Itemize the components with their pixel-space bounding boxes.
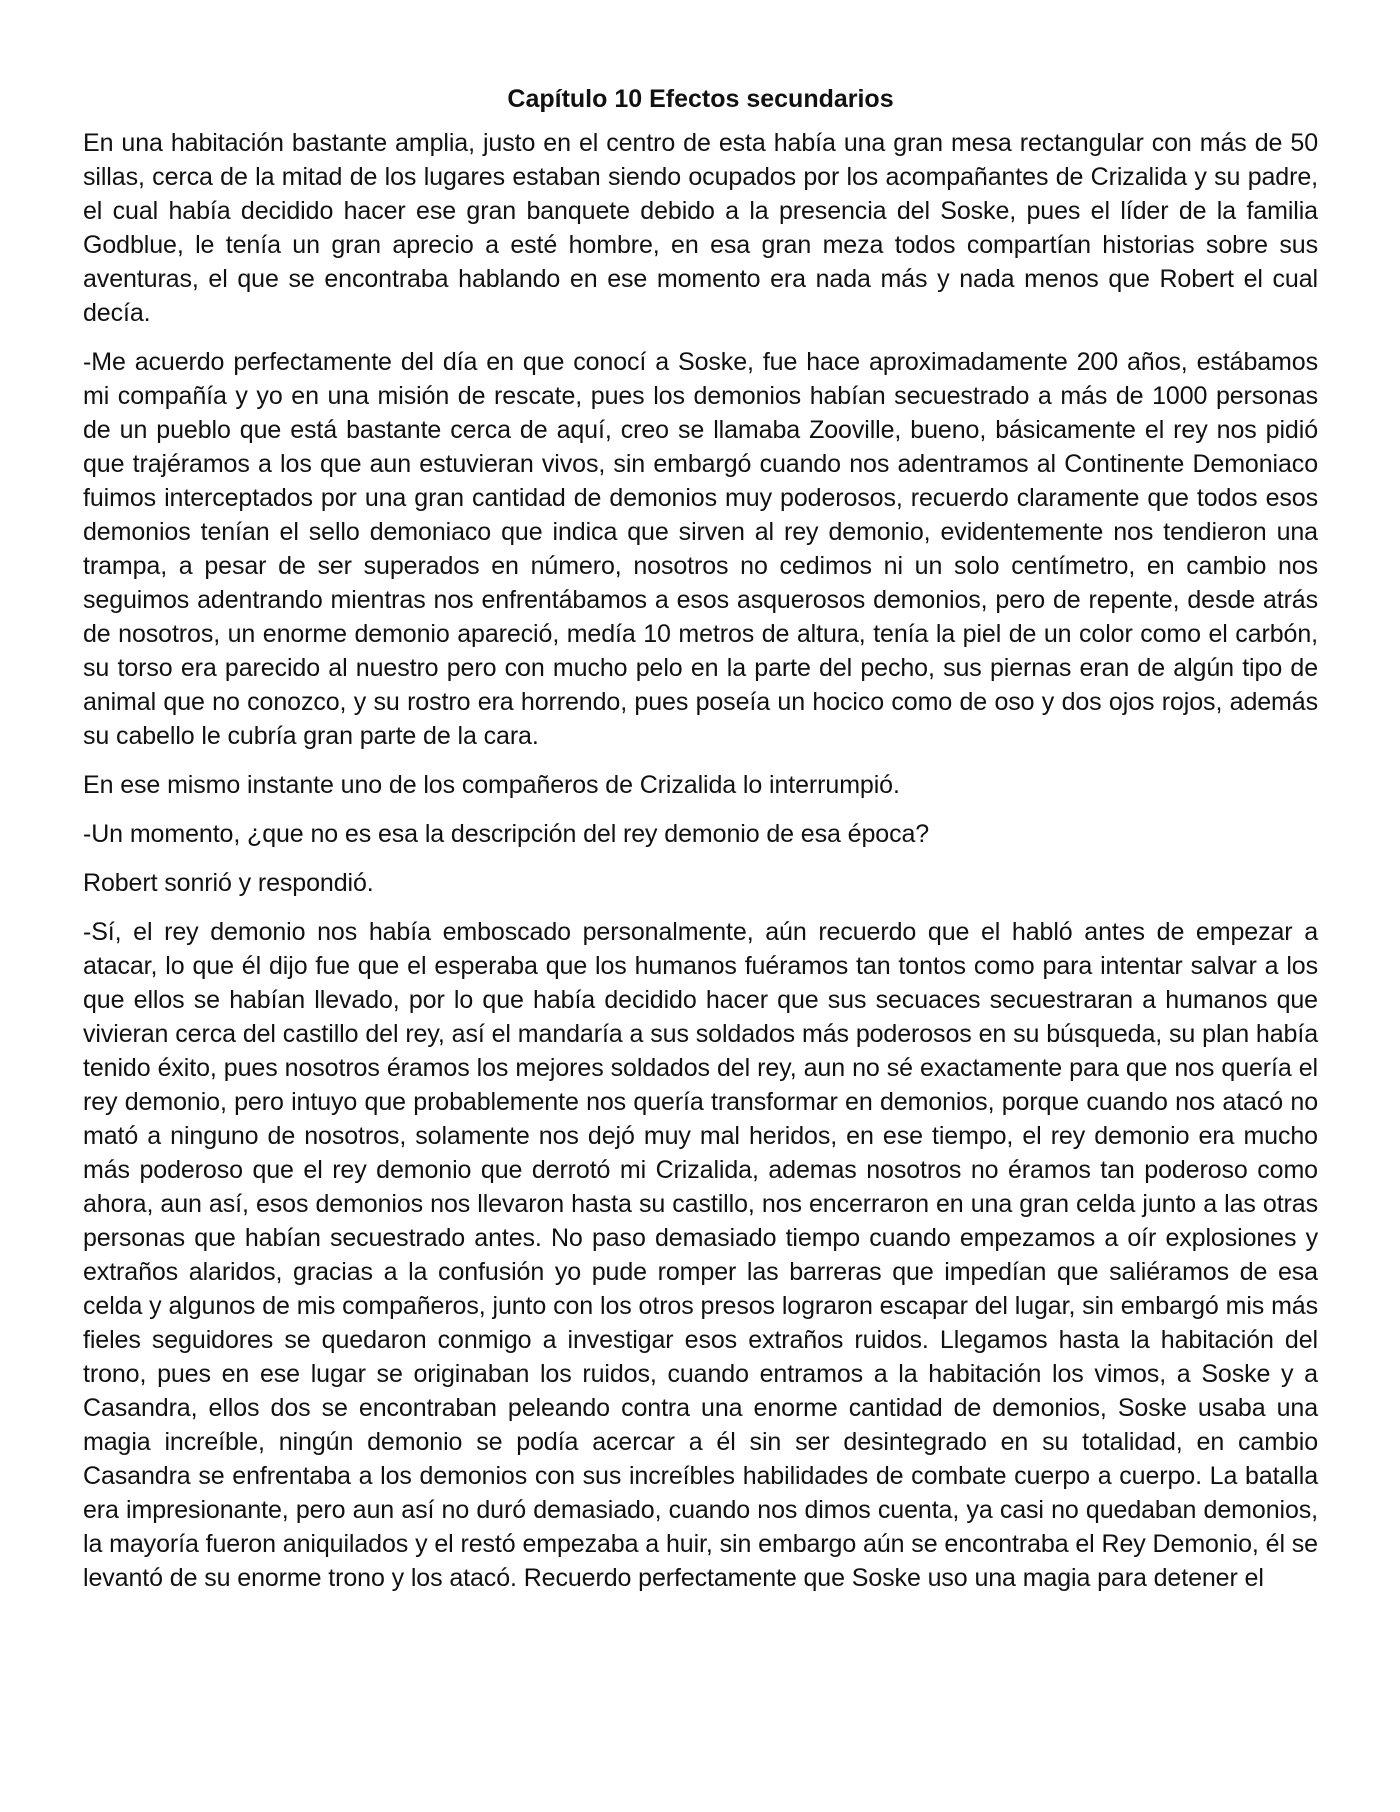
chapter-title: Capítulo 10 Efectos secundarios xyxy=(507,85,894,113)
paragraph-6: -Sí, el rey demonio nos había emboscado personalmente, aún recuerdo que el habló antes de empezar a atacar, lo que él dijo fue que el esperaba que los humanos fuéramos tan tontos como para intentar salvar a los que ellos se habían llevado, por lo que había decidido hacer que sus secuaces secuestraran a humanos que vivieran cerca del castillo del rey, así el mandaría a sus soldados más poderosos en su búsqueda, su plan había tenido éxito, pues nosotros éramos los mejores soldados del rey, aun no sé exactamente para que nos quería el rey demonio, pero intuyo que probablemente nos quería transformar en demonios, porque cuando nos atacó no mató a ninguno de nosotros, solamente nos dejó muy mal heridos, en ese tiempo, el rey demonio era mucho más poderoso que el rey demonio que derrotó mi Crizalida, ademas nosotros no éramos tan poderoso como ahora, aun así, esos demonios nos llevaron hasta su castillo, nos encerraron en una gran celda junto a las otras personas que habían secuestrado antes. No paso demasiado tiempo cuando empezamos a oír explosiones y extraños alaridos, gracias a la confusión yo pude romper las barreras que impedían que saliéramos de esa celda y algunos de mis compañeros, junto con los otros presos lograron escapar del lugar, sin embargó mis más fieles seguidores se quedaron conmigo a investigar esos extraños ruidos. Llegamos hasta la habitación del trono, pues en ese lugar se originaban los ruidos, cuando entramos a la habitación los vimos, a Soske y a Casandra, ellos dos se encontraban peleando contra una enorme cantidad de demonios, Soske usaba una magia increíble, ningún demonio se podía acercar a él sin ser desintegrado en su totalidad, en cambio Casandra se enfrentaba a los demonios con sus increíbles habilidades de combate cuerpo a cuerpo. La batalla era impresionante, pero aun así no duró demasiado, cuando nos dimos cuenta, ya casi no quedaban demonios, la mayoría fueron aniquilados y el restó empezaba a huir, sin embargo aún se encontraba el Rey Demonio, él se levantó de su enorme trono y los atacó. Recuerdo perfectamente que Soske uso una magia para detener el xyxy=(83,918,1318,1592)
paragraph-2: -Me acuerdo perfectamente del día en que conocí a Soske, fue hace aproximadamente 200 años, estábamos mi compañía y yo en una misión de rescate, pues los demonios habían secuestrado a más de 1000 personas de un pueblo que está bastante cerca de aquí, creo se llamaba Zooville, bueno, básicamente el rey nos pidió que trajéramos a los que aun estuvieran vivos, sin embargó cuando nos adentramos al Continente Demoniaco fuimos interceptados por una gran cantidad de demonios muy poderosos, recuerdo claramente que todos esos demonios tenían el sello demoniaco que indica que sirven al rey demonio, evidentemente nos tendieron una trampa, a pesar de ser superados en número, nosotros no cedimos ni un solo centímetro, en cambio nos seguimos adentrando mientras nos enfrentábamos a esos asquerosos demonios, pero de repente, desde atrás de nosotros, un enorme demonio apareció, medía 10 metros de altura, tenía la piel de un color como el carbón, su torso era parecido al nuestro pero con mucho pelo en la parte del pecho, sus piernas eran de algún tipo de animal que no conozco, y su rostro era horrendo, pues poseía un hocico como de oso y dos ojos rojos, además su cabello le cubría gran parte de la cara. xyxy=(83,348,1318,750)
paragraph-4: -Un momento, ¿que no es esa la descripción del rey demonio de esa época? xyxy=(83,820,930,848)
paragraph-1: En una habitación bastante amplia, justo en el centro de esta había una gran mesa rectangular con más de 50 sillas, cerca de la mitad de los lugares estaban siendo ocupados por los acompañantes de Crizalida y su padre, el cual había decidido hacer ese gran banquete debido a la presencia del Soske, pues el líder de la familia Godblue, le tenía un gran aprecio a esté hombre, en esa gran meza todos compartían historias sobre sus aventuras, el que se encontraba hablando en ese momento era nada más y nada menos que Robert el cual decía. xyxy=(83,129,1318,327)
document-page xyxy=(83,74,1318,1610)
paragraph-5: Robert sonrió y respondió. xyxy=(83,869,374,897)
paragraph-3: En ese mismo instante uno de los compañeros de Crizalida lo interrumpió. xyxy=(83,771,900,799)
